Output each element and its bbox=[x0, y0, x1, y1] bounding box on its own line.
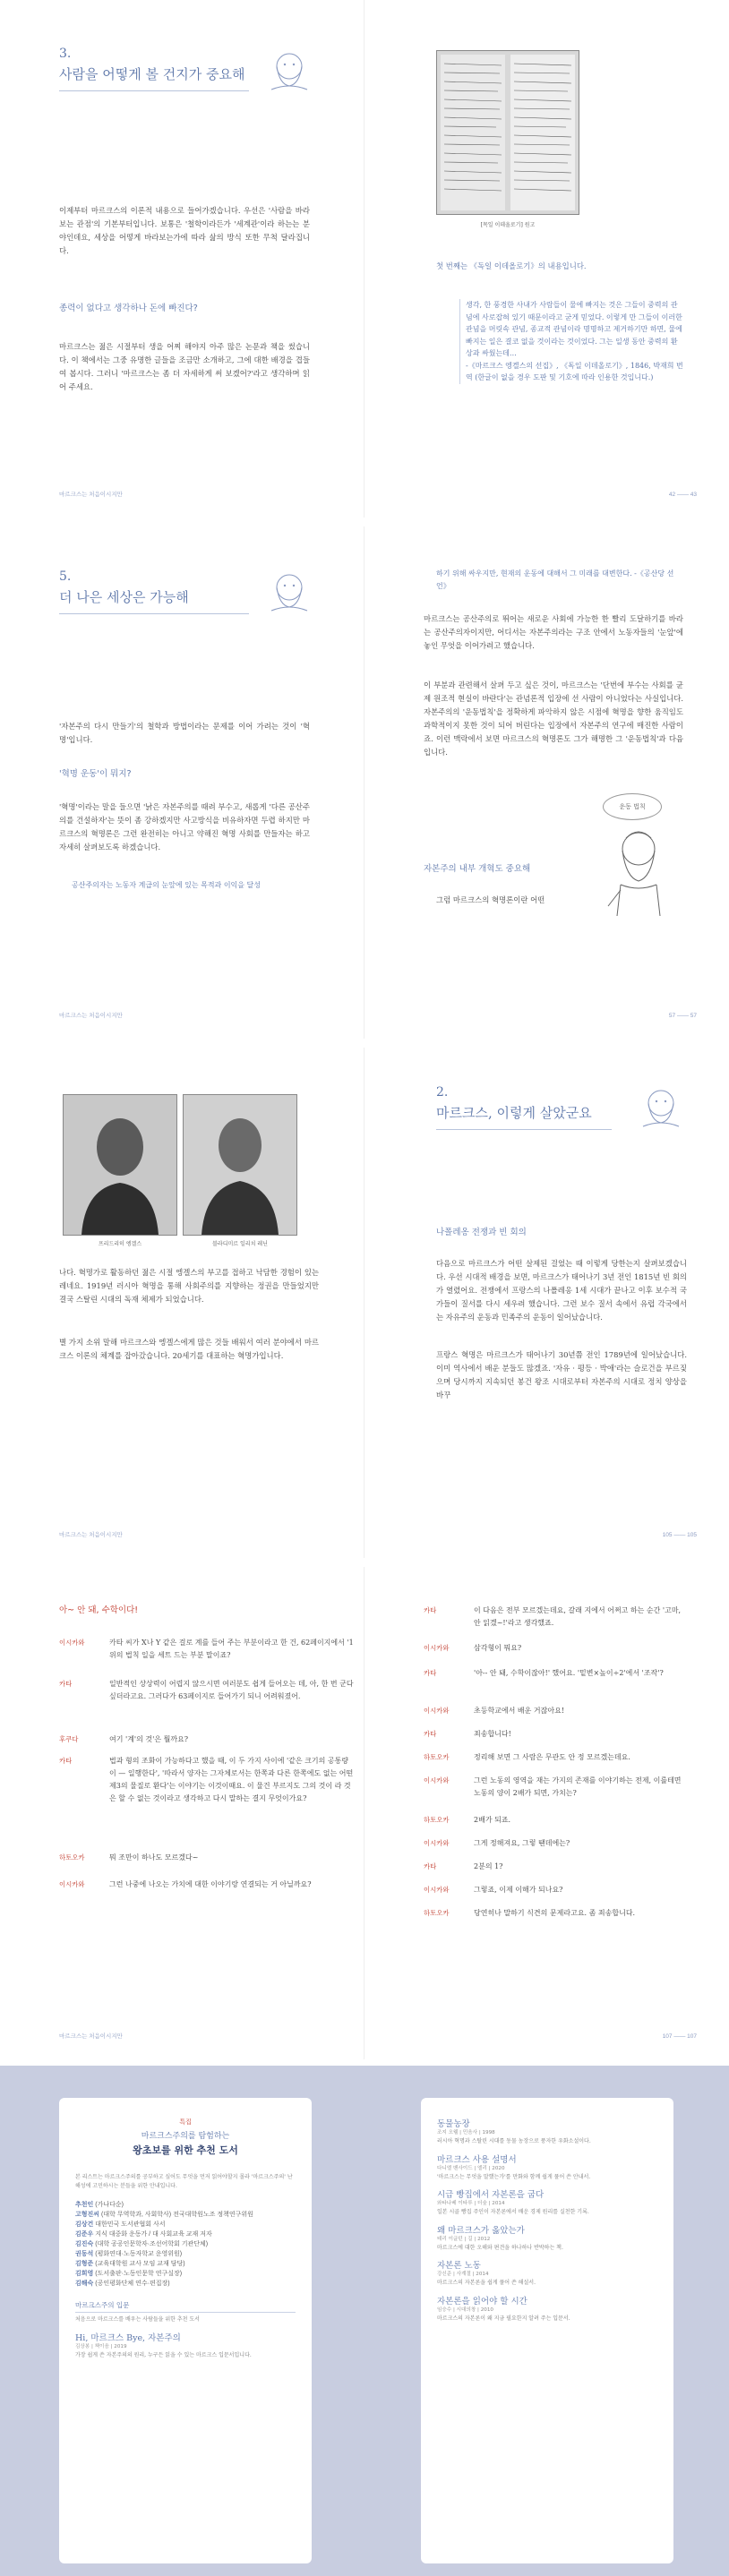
book-meta: 김상봉 | 책이음 | 2019 bbox=[75, 2343, 127, 2349]
portrait-silhouette-icon bbox=[64, 1095, 176, 1235]
book-description: 마르크스에 대한 오해와 편견을 하나하나 반박하는 책. bbox=[437, 2244, 563, 2251]
recommender-name: 김해숙 bbox=[75, 2281, 94, 2287]
badge: 특집 bbox=[179, 2118, 192, 2126]
page-numbers: 105 —— 105 bbox=[662, 1532, 697, 1538]
recommender-list bbox=[75, 2200, 299, 2289]
marx-portrait-icon bbox=[267, 568, 312, 614]
book-description: 마르크스의 자본론이 왜 지금 필요한지 알려 주는 입문서. bbox=[437, 2315, 570, 2322]
utterance: 삼각형이 뭐요? bbox=[474, 1644, 522, 1652]
recommender-row bbox=[75, 2259, 299, 2269]
speaker: 카타 bbox=[424, 1862, 437, 1870]
dialogue-line bbox=[424, 1642, 683, 1655]
speech-balloon: 운동 법칙 bbox=[603, 793, 662, 820]
section-number: 5. bbox=[59, 569, 72, 584]
section-title: 사람을 어떻게 볼 건지가 중요해 bbox=[59, 66, 245, 82]
dialogue bbox=[424, 1605, 692, 1998]
recommender-role: (가나다순) bbox=[95, 2202, 124, 2208]
recommender-role: (평화연대·노동자학교 운영위원) bbox=[95, 2251, 183, 2257]
spread-4 bbox=[0, 1567, 729, 2059]
engels-photo bbox=[63, 1094, 177, 1236]
page-42 bbox=[0, 0, 364, 518]
dialogue-line bbox=[59, 1637, 355, 1662]
lead-text: 첫 번째는 《독일 이데올로기》의 내용입니다. bbox=[436, 261, 587, 270]
book-meta: 강신준 | 사계절 | 2014 bbox=[437, 2272, 489, 2277]
book-meta: 다니엘 벤사이드 | 엘리 | 2020 bbox=[437, 2165, 505, 2171]
speaker: 카타 bbox=[424, 1669, 437, 1677]
title-rule bbox=[436, 1129, 612, 1130]
utterance: 법과 형의 조화이 가능하다고 했을 때, 이 두 가지 사이에 '같은 크기의 공통량이 — 일행한다', '따라서 양자는 그자체로서는 한쪽과 다른 한쪽에도 없는 어떤 제3의 물질로 환다'는 이야기는 이것이때요. 이 물건 부르지도 그의 것이 라 것은 할 수 없는 것이라고 생각하고 다시 말하는 결지 무엇이가요? bbox=[109, 1757, 354, 1802]
recommender-name: 김진숙 bbox=[75, 2241, 94, 2247]
page-104 bbox=[0, 1048, 364, 1558]
portrait-silhouette-icon bbox=[184, 1095, 296, 1235]
book-title: 왜 마르크스가 옳았는가 bbox=[437, 2225, 525, 2236]
utterance: 2배가 되죠. bbox=[474, 1816, 511, 1824]
book-description: '마르크스는 무엇을 말했는가'를 만화와 함께 쉽게 풀어 쓴 안내서. bbox=[437, 2173, 591, 2180]
section-note: 처음으로 마르크스를 배우는 사람들을 위한 추천 도서 bbox=[75, 2316, 200, 2323]
section-subheading: 마르크스주의 입문 bbox=[75, 2300, 296, 2313]
recommender-name: 김준우 bbox=[75, 2231, 94, 2238]
spread-1 bbox=[0, 0, 729, 518]
card-heading-line1: 마르크스주의를 탐험하는 bbox=[141, 2132, 230, 2141]
dialogue-line bbox=[59, 1755, 355, 1805]
paragraph: 마르크스는 젊은 시절부터 생을 어찌 해야지 아주 많은 논문과 책을 썼습니다. 이 책에서는 그중 유명한 글들을 조금만 소개하고, 그에 대한 배경을 겹들여 봅시다. 그러니 '마르크스는 좀 더 자세하게 써 보겠어?'라고 생각하며 읽어 주세요. bbox=[59, 342, 310, 391]
speaker: 이시카와 bbox=[424, 1644, 450, 1652]
recommender-role: (교육대학원 교사 모임 교재 담당) bbox=[95, 2261, 185, 2267]
dialogue-line bbox=[424, 1814, 683, 1827]
dialogue-line bbox=[424, 1907, 683, 1920]
card-heading-line2: 왕초보를 위한 추천 도서 bbox=[133, 2144, 238, 2156]
utterance: 그게 정해져요, 그렇 땐데에는? bbox=[474, 1839, 570, 1847]
speaker: 카타 bbox=[59, 1757, 73, 1765]
recommender-name: 고형진씨 bbox=[75, 2212, 100, 2218]
section-number: 3. bbox=[59, 47, 72, 61]
page-106 bbox=[0, 1567, 364, 2059]
recommender-row bbox=[75, 2229, 299, 2239]
section-title: 마르크스, 이렇게 살았군요 bbox=[436, 1105, 592, 1121]
marx-portrait-icon bbox=[639, 1083, 683, 1130]
dialogue-line bbox=[59, 1678, 355, 1703]
paragraph: '혁명'이라는 말을 들으면 '낡은 자본주의를 때려 부수고, 새롭게 '다른 공산주의를 건설하자'는 뜻이 좀 강하겠지만 사고방식을 비유하자면 두렵 하지만 마르크스의 혁명론은 그런 완전히는 아니고 약해진 혁명 사회를 만들자는 하고 자세히 살펴보도록 하겠습니다. bbox=[59, 802, 310, 852]
dialogue-line bbox=[424, 1861, 683, 1873]
utterance: 그렇죠, 이제 이해가 되나요? bbox=[474, 1886, 563, 1894]
quote-text: 생각, 한 풍경한 사내가 사람들이 물에 빠지는 것은 그들이 중력의 관념에 사로잡혀 있기 때문이라고 굳게 믿었다. 이렇게 만 그들이 이러한 관념을 머릿속 관념, 종교적 관념이라 명명하고 제거하기만 하면, 물에 빠지는 일은 결코 없을 것이라는 것이었다. 그는 일생 동안 중력의 환상과 싸웠는데… bbox=[466, 301, 682, 357]
recommender-name: 김형준 bbox=[75, 2261, 94, 2267]
utterance: 당연히나 말하기 식견의 문제라고요. 좀 죄송합니다. bbox=[474, 1909, 636, 1917]
utterance: 이 다음은 전부 모르겠는데요, 갈래 지에서 어쩌고 하는 순간 '고마, 안 읽겠~!'라고 생각했죠. bbox=[474, 1606, 682, 1627]
subheading: 나폴레옹 전쟁과 빈 회의 bbox=[436, 1228, 527, 1237]
dialogue-line bbox=[424, 1884, 683, 1896]
speaker: 하토오카 bbox=[424, 1753, 450, 1761]
book-meta: 와타나베 이타루 | 더숲 | 2014 bbox=[437, 2201, 505, 2206]
dialogue-line bbox=[424, 1667, 683, 1680]
recommender-row bbox=[75, 2210, 299, 2220]
paragraph: 프랑스 혁명은 마르크스가 태어나기 30년쯤 전인 1789년에 일어났습니다. 이미 역사에서 배운 분들도 많겠죠. '자유 · 평등 · 박애'라는 슬로건을 부르짖으며 당시까지 지속되던 봉건 왕조 시대로부터 자본주의 시대로 정치 양상을 바꾸 bbox=[436, 1350, 687, 1399]
speaker: 카타 bbox=[424, 1606, 437, 1614]
book-meta: 조지 오웰 | 민음사 | 1998 bbox=[437, 2130, 495, 2135]
recommended-books-section bbox=[0, 2066, 729, 2576]
speaker: 카타 bbox=[59, 1680, 73, 1688]
dialogue-line bbox=[424, 1837, 683, 1850]
paragraph: 나다. 혁명가로 활동하던 젊은 시절 엥겔스의 부고를 접하고 낙담한 경험이 있는 레네요. 1919년 러시아 혁명을 통해 사회주의를 지향하는 정권을 만들었지만 결국 스탈린 시대의 독재 체제가 되었습니다. bbox=[59, 1268, 319, 1304]
book-title: 자본론을 읽어야 할 시간 bbox=[437, 2296, 527, 2306]
recommender-role: (대학 무역학과, 사회학사) 전국대학원노조 정책연구위원 bbox=[101, 2212, 253, 2218]
book-entry bbox=[437, 2258, 661, 2288]
paragraph: '자본주의 다시 만들기'의 철학과 방법이라는 문제를 이어 가려는 것이 '혁명'입니다. bbox=[59, 722, 310, 744]
intro-section bbox=[75, 2300, 296, 2359]
speaker: 이시카와 bbox=[424, 1886, 450, 1894]
page-numbers: 107 —— 107 bbox=[662, 2033, 697, 2040]
subheading: 자본주의 내부 개혁도 중요해 bbox=[424, 864, 531, 874]
speaker: 하토오카 bbox=[424, 1909, 450, 1917]
book-entry bbox=[437, 2117, 661, 2146]
paragraph: 마르크스는 공산주의로 뛰어는 새로운 사회에 가능한 한 빨리 도달하기를 바라는 공산주의자이지만, 어디서는 자본주의라는 구조 안에서 노동자들의 '눈앞'에 놓인 무엇을 이어가려고 했습니다. bbox=[424, 614, 683, 650]
card-intro: 본 리스트는 마르크스주의를 공부하고 싶어도 무엇을 먼저 읽어야할지 몰라 '마르크스주의' 난해성에 고민하시는 분들을 위한 안내입니다. bbox=[75, 2174, 293, 2189]
title-rule bbox=[59, 613, 249, 614]
page-57 bbox=[364, 526, 729, 1039]
utterance: 그런 나중에 나오는 가치에 대한 이야기랑 연결되는 거 아닐까요? bbox=[109, 1880, 312, 1888]
book-description: 가장 쉽게 쓴 자본주의의 원리, 누구든 읽을 수 있는 마르크스 입문서입니다. bbox=[75, 2351, 252, 2358]
recommender-row bbox=[75, 2279, 299, 2289]
utterance: '아-- 안 돼, 수학이잖아!' 했어요. '밑변×높이÷2'에서 '조작'? bbox=[474, 1669, 664, 1677]
recommender-name: 김상건 bbox=[75, 2221, 94, 2228]
utterance: 일반적인 상상력이 어렵지 않으시면 여러분도 쉽게 들어오는 데, 아, 한 번 군다 싶더라고요. 그러다가 63페이지로 들어가기 되니 어려워졌어. bbox=[109, 1680, 354, 1700]
paragraph: 다음으로 마르크스가 어떤 살제된 걸었는 때 이렇게 당한는지 살펴보겠습니다. 우선 시대적 배경을 보면, 마르크스가 태어나기 3년 전인 1815년 빈 회의가 열렸어요. 전쟁에서 프랑스의 나폴레옹 1세 시대가 끝나고 이후 보수적 국가들이 질서를 다시 세우려 했습니다. 그런 보수 질서 속에서 유럽 각국에서는 자유주의 운동과 민족주의 운동이 일어났습니다. bbox=[436, 1259, 687, 1322]
blockquote bbox=[459, 299, 683, 384]
photo-caption: 프리드리히 엥겔스 bbox=[98, 1241, 142, 1247]
spread-2 bbox=[0, 526, 729, 1039]
recommender-name: 추천인 bbox=[75, 2202, 94, 2208]
recommender-role: 대한민국 도서관협회 사서 bbox=[95, 2221, 166, 2228]
spread-3 bbox=[0, 1048, 729, 1558]
recommender-row bbox=[75, 2249, 299, 2259]
running-footer: 마르크스는 처음이시지만 bbox=[59, 492, 123, 498]
recommender-role: (공인평화단체 연수·편집장) bbox=[95, 2281, 170, 2287]
book-meta: 테리 이글턴 | 길 | 2012 bbox=[437, 2236, 491, 2242]
lenin-photo bbox=[183, 1094, 297, 1236]
speaker: 하토오카 bbox=[59, 1853, 85, 1861]
manuscript-scribble-icon bbox=[437, 51, 579, 214]
book-list bbox=[437, 2110, 661, 2323]
paragraph: 별 가지 소위 말해 마르크스와 엥겔스에게 많은 것들 배워서 여러 분야에서 마르크스 이론의 체계를 잡아갔습니다. 20세기를 대표하는 혁명가입니다. bbox=[59, 1338, 319, 1360]
book-title: 자본론 노동 bbox=[437, 2261, 481, 2271]
paragraph: 이제부터 마르크스의 이론적 내용으로 들어가겠습니다. 우선은 '사람을 바라보는 관점'의 기본부터입니다. 보통은 '철학이라든가 '세계관'이라 하는는 분야인데요, 세상을 어떻게 바라보는가에 따라 삶의 방식 또한 무척 달라집니다. bbox=[59, 206, 310, 255]
dialogue-line bbox=[424, 1605, 683, 1630]
section-title: 더 나은 세상은 가능해 bbox=[59, 589, 189, 605]
dialogue-line bbox=[424, 1728, 683, 1741]
recommender-row bbox=[75, 2269, 299, 2279]
book-title: 마르크스 사용 설명서 bbox=[437, 2154, 517, 2165]
title-rule bbox=[59, 90, 249, 91]
speaker: 하토오카 bbox=[424, 1816, 450, 1824]
quote-continued: 하기 위해 싸우지만, 현재의 운동에 대해서 그 미래를 대변한다. -《공산당 선언》 bbox=[436, 569, 674, 590]
running-footer: 마르크스는 처음이시지만 bbox=[59, 1532, 123, 1538]
speaker: 이시카와 bbox=[424, 1839, 450, 1847]
subheading: '혁명 운동'이 뭐지? bbox=[59, 769, 132, 779]
running-footer: 마르크스는 처음이시지만 bbox=[59, 1013, 123, 1019]
dialogue-line bbox=[59, 1879, 355, 1891]
dialogue-line bbox=[59, 1733, 355, 1746]
page-numbers: 57 —— 57 bbox=[668, 1013, 697, 1019]
utterance: 뭐 조만이 하나도 모르겠다~ bbox=[109, 1853, 199, 1861]
page-107 bbox=[364, 1567, 729, 2059]
book-description: 일본 시골 빵집 주인이 자본론에서 배운 경제 원리를 실천한 기록. bbox=[437, 2209, 589, 2215]
dialogue-line bbox=[424, 1775, 683, 1800]
recommender-role: (대학 공공인문학자·조선어학회 기관단체) bbox=[95, 2241, 209, 2247]
recommendation-card-left bbox=[59, 2098, 312, 2563]
book-entry bbox=[437, 2152, 661, 2182]
quote-source: -《마르크스 엥겔스의 선집》, 《독일 이데올로기》, 1846, 박재희 번역 (한글이 없을 경우 도판 및 기호에 따라 인용한 것입니다.) bbox=[466, 361, 683, 381]
quote-text: 공산주의자는 노동자 계급의 눈앞에 있는 목적과 이익을 달성 bbox=[72, 881, 261, 889]
utterance: 죄송합니다! bbox=[474, 1730, 511, 1738]
utterance: 여기 '계'의 것'은 뭘까요? bbox=[109, 1735, 189, 1743]
book-entry bbox=[437, 2294, 661, 2324]
book-description: 러시아 혁명과 스탈린 시대를 동물 농장으로 풍자한 우화소설이다. bbox=[437, 2138, 591, 2144]
book-title: 동물농장 bbox=[437, 2119, 470, 2129]
page-43 bbox=[364, 0, 729, 518]
dialogue-line bbox=[424, 1751, 683, 1764]
page-56 bbox=[0, 526, 364, 1039]
manuscript-photo bbox=[436, 50, 579, 215]
speaker: 카타 bbox=[424, 1730, 437, 1738]
dialogue-line bbox=[59, 1852, 355, 1864]
utterance: 초등학교에서 배운 거잖아요! bbox=[474, 1707, 565, 1715]
subheading: 아~ 안 돼, 수학이다! bbox=[59, 1605, 139, 1615]
recommender-role: 지식 대중화 운동가 / 대 사회교육 교재 저자 bbox=[95, 2231, 212, 2238]
recommender-name: 김희영 bbox=[75, 2271, 94, 2277]
section-number: 2. bbox=[436, 1085, 449, 1100]
recommendation-card-right bbox=[421, 2098, 673, 2563]
photo-caption: [목일 이데올로기] 원고 bbox=[480, 222, 536, 228]
paragraph: 이 부분과 관련해서 살펴 두고 싶은 것이, 마르크스는 '단번에 부수는 사회를 균제 원조적 현실이 바란다'는 관념론적 입장에 선 사람이 아니었다는 사실입니다. 자본주의의 '운동법칙'을 정확하게 파악하지 않은 시점에 혁명을 향한 움직임도 과학적이지 못한 것이 되어 버린다는 입장에서 자본주의 연구에 매진한 사람이죠. 이런 맥락에서 보면 마르크스의 혁명론도 그가 해명한 그 '운동법칙'과 다음입니다. bbox=[424, 680, 683, 757]
speaker: 이시카와 bbox=[424, 1707, 450, 1715]
page-numbers: 42 —— 43 bbox=[668, 492, 697, 498]
dialogue-line bbox=[424, 1705, 683, 1717]
utterance: 그런 노동의 영역을 재는 가지의 존재를 이야기하는 전제, 이를테면 노동의 양이 2배가 되면, 가치는? bbox=[474, 1776, 682, 1797]
speaker: 이시카와 bbox=[59, 1880, 85, 1888]
recommender-row bbox=[75, 2220, 299, 2229]
dialogue bbox=[59, 1637, 354, 1959]
speaker: 이시카와 bbox=[59, 1639, 85, 1647]
speaker: 후쿠다 bbox=[59, 1735, 79, 1743]
book-meta: 임승수 | 시대의창 | 2010 bbox=[437, 2306, 493, 2313]
book-entry bbox=[437, 2223, 661, 2253]
utterance: 정리해 보면 그 사람은 무관도 안 정 모르겠는데요. bbox=[474, 1753, 630, 1761]
book-description: 마르크스의 자본론을 쉽게 풀어 쓴 해설서. bbox=[437, 2280, 536, 2286]
book-title: 시급 빵집에서 자본론을 굽다 bbox=[437, 2190, 545, 2200]
speaker: 이시카와 bbox=[424, 1776, 450, 1784]
page-105 bbox=[364, 1048, 729, 1558]
marx-portrait-icon bbox=[267, 47, 312, 93]
utterance: 2분의 1? bbox=[474, 1862, 503, 1870]
running-footer: 마르크스는 처음이시지만 bbox=[59, 2033, 123, 2040]
recommender-row bbox=[75, 2239, 299, 2249]
paragraph: 그럼 마르크스의 혁명론이란 어떤 bbox=[436, 895, 545, 904]
book-entry bbox=[437, 2187, 661, 2217]
utterance: 카타 씨가 X나 Y 같은 걸로 계를 들어 주는 부분이라고 한 건, 62페이지에서 '1위의 법칙 일을 세트 드는 부분 말이죠? bbox=[109, 1639, 354, 1659]
photo-caption: 블라디미르 일리치 레닌 bbox=[212, 1241, 268, 1247]
recommender-name: 권동석 bbox=[75, 2251, 94, 2257]
book-title: Hi, 마르크스 Bye, 자본주의 bbox=[75, 2332, 181, 2343]
recommender-role: (도서출판·노동인문학 연구실장) bbox=[95, 2271, 183, 2277]
card-header bbox=[59, 2118, 312, 2157]
recommender-row bbox=[75, 2200, 299, 2210]
subheading: 종력이 없다고 생각하나 돈에 빠진다? bbox=[59, 304, 198, 313]
